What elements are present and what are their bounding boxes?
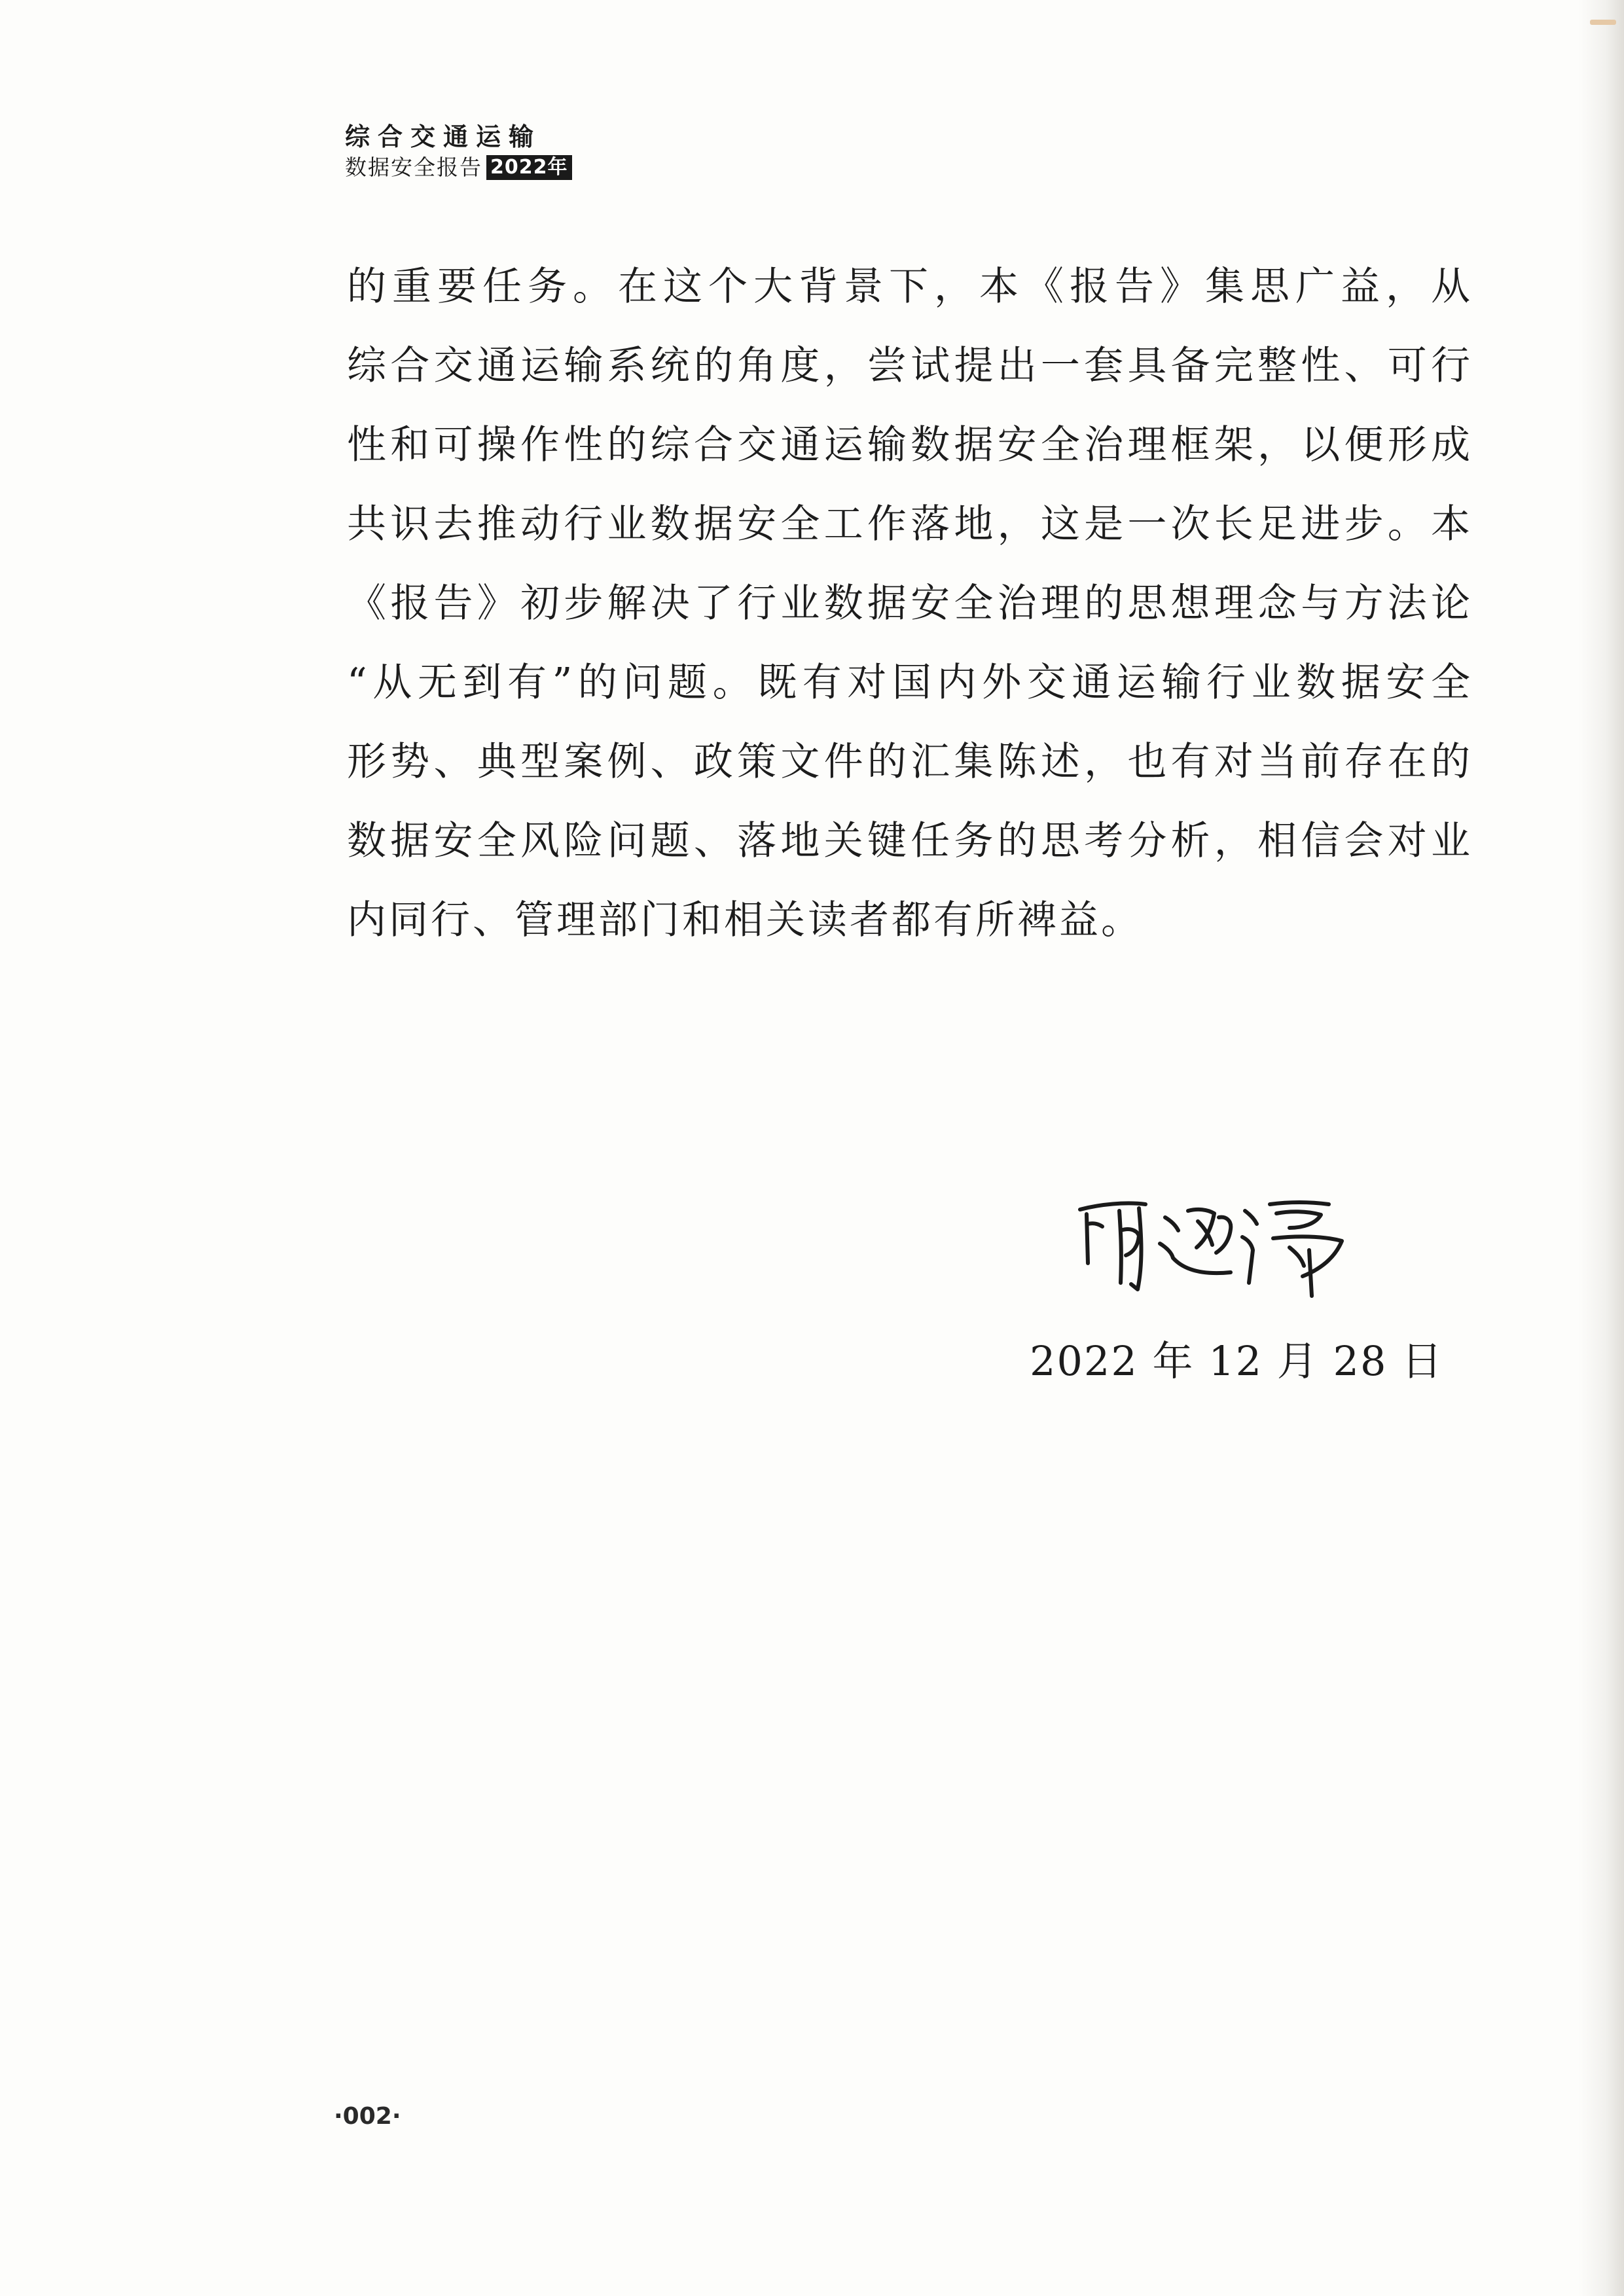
body-line: 共识去推动行业数据安全工作落地，这是一次长足进步。本 (347, 501, 1473, 547)
body-line: 性和可操作性的综合交通运输数据安全治理框架，以便形成 (347, 422, 1473, 468)
handwritten-signature (1074, 1185, 1355, 1302)
body-line: 综合交通运输系统的角度，尝试提出一套具备完整性、可行 (347, 343, 1473, 389)
scan-edge-shadow (1578, 0, 1624, 2296)
body-line: 《报告》初步解决了行业数据安全治理的思想理念与方法论 (347, 581, 1473, 626)
body-line: 内同行、管理部门和相关读者都有所裨益。 (347, 897, 1143, 943)
header-subtitle: 数据安全报告 (345, 154, 482, 180)
header-year-badge: 2022年 (486, 155, 572, 180)
body-paragraph (347, 259, 1473, 972)
header-subtitle-row (345, 154, 572, 181)
header-title: 综合交通运输 (345, 122, 542, 151)
page-number: ·002· (334, 2103, 401, 2130)
body-line: 形势、典型案例、政策文件的汇集陈述，也有对当前存在的 (347, 739, 1473, 785)
running-header (345, 121, 572, 181)
body-line: “从无到有”的问题。既有对国内外交通运输行业数据安全 (347, 660, 1473, 706)
signing-date: 2022 年 12 月 28 日 (1030, 1337, 1444, 1385)
scan-corner-mark (1590, 20, 1616, 25)
body-line: 数据安全风险问题、落地关键任务的思考分析，相信会对业 (347, 818, 1473, 864)
body-line: 的重要任务。在这个大背景下，本《报告》集思广益，从 (347, 264, 1473, 310)
